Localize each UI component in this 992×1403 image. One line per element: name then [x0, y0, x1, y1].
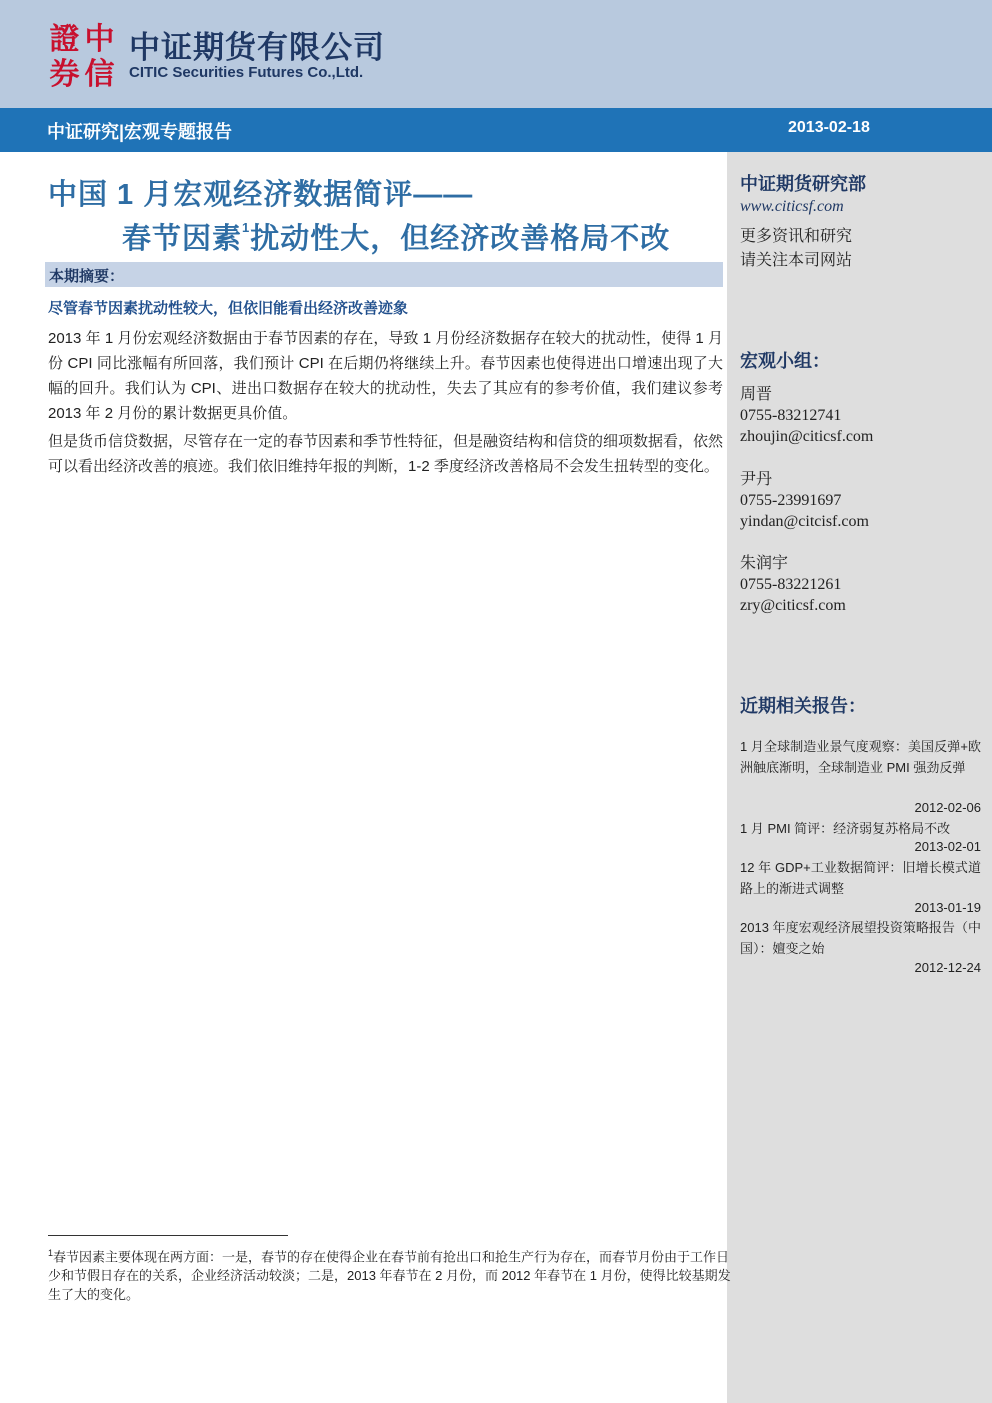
recent-report-link[interactable]: 2013 年度宏观经济展望投资策略报告（中国）：嬗变之始 [740, 920, 981, 956]
company-logo [47, 22, 117, 92]
logo-char: 券 [49, 57, 80, 92]
contact-name: 尹丹 [740, 471, 773, 488]
contact-phone: 0755-83212741 [740, 407, 842, 424]
report-date: 2013-02-18 [788, 119, 870, 136]
report-type: 中证研究|宏观专题报告 [47, 122, 233, 142]
summary-bar [45, 262, 723, 287]
contact-block [740, 469, 869, 532]
company-name-cn: 中证期货有限公司 [129, 30, 385, 65]
title-part: 春节因素 [122, 223, 243, 255]
recent-report-date: 2013-02-01 [914, 839, 981, 854]
report-title-line2 [122, 216, 670, 257]
company-name-en: CITIC Securities Futures Co.,Ltd. [129, 64, 364, 81]
contact-block [740, 553, 846, 616]
follow-site-text: 请关注本司网站 [740, 252, 853, 269]
footnote-ref[interactable]: 1 [242, 220, 251, 235]
research-dept: 中证期货研究部 [740, 174, 866, 194]
logo-char: 證 [49, 22, 80, 57]
recent-report-link[interactable]: 1 月全球制造业景气度观察：美国反弹+欧洲触底渐明，全球制造业 PMI 强劲反弹 [740, 739, 981, 775]
recent-report-link[interactable]: 1 月 PMI 简评：经济弱复苏格局不改 [740, 821, 951, 836]
logo-char: 中 [84, 22, 115, 57]
contact-phone: 0755-83221261 [740, 576, 842, 593]
contact-block [740, 384, 873, 447]
footnote-divider [48, 1235, 288, 1236]
header-band [0, 0, 992, 108]
summary-subheading: 尽管春节因素扰动性较大，但依旧能看出经济改善迹象 [48, 300, 409, 317]
contact-email[interactable]: zhoujin@citicsf.com [740, 428, 874, 445]
more-info-text: 更多资讯和研究 [740, 228, 853, 245]
summary-label: 本期摘要： [49, 268, 125, 285]
contact-name: 朱润宇 [740, 555, 789, 572]
footnote-text: 春节因素主要体现在两方面：一是，春节的存在使得企业在春节前有抢出口和抢生产行为存在，而春节月份由于工作日少和节假日存在的关系，企业经济活动较淡；二是，2013 年春节在 2 月份，而 2012 年春节在 1 月份，使得比较基期发生了大的变化。 [48, 1249, 731, 1303]
title-part: 扰动性大，但经济改善格局不改 [250, 223, 671, 255]
recent-report-date: 2012-12-24 [914, 960, 981, 975]
contact-phone: 0755-23991697 [740, 492, 842, 509]
recent-reports-title: 近期相关报告： [740, 696, 866, 716]
footnote [48, 1244, 738, 1304]
contact-name: 周晋 [740, 386, 773, 403]
contact-email[interactable]: zry@citicsf.com [740, 597, 846, 614]
website-link[interactable]: www.citicsf.com [740, 198, 844, 215]
recent-report-date: 2013-01-19 [914, 900, 981, 915]
logo-char: 信 [84, 57, 115, 92]
summary-paragraph: 2013 年 1 月份宏观经济数据由于春节因素的存在，导致 1 月份经济数据存在较大的扰动性，使得 1 月份 CPI 同比涨幅有所回落，我们预计 CPI 在后期仍将继续上升。春节因素也使得进出口增速出现了大幅的回升。我们认为 CPI、进出口数据存在较大的扰动性，失去了其应有的参考价值，我们建议参考 2013 年 2 月份的累计数据更具价值。 [48, 330, 723, 422]
contact-email[interactable]: yindan@citcisf.com [740, 513, 869, 530]
report-title-line1: 中国 1 月宏观经济数据简评—— [48, 179, 474, 211]
macro-group-title: 宏观小组： [740, 351, 830, 371]
report-band [0, 108, 992, 152]
summary-paragraph: 但是货币信贷数据，尽管存在一定的春节因素和季节性特征，但是融资结构和信贷的细项数据看，依然可以看出经济改善的痕迹。我们依旧维持年报的判断，1-2 季度经济改善格局不会发生扭转型的变化。 [48, 433, 724, 475]
footnote-mark: 1 [48, 1248, 54, 1258]
recent-report-link[interactable]: 12 年 GDP+工业数据简评：旧增长模式道路上的渐进式调整 [740, 860, 981, 896]
recent-report-date: 2012-02-06 [914, 800, 981, 815]
